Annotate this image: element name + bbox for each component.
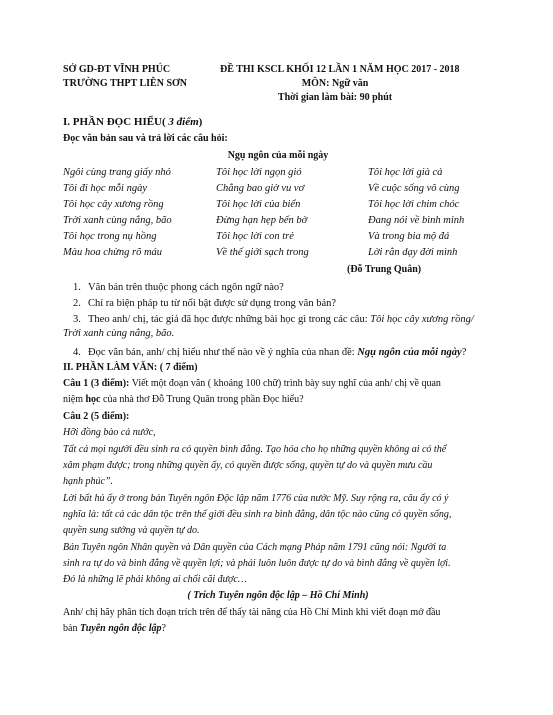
excerpt-line: sinh ra tự do và bình đẳng về quyền lợi; và phải luôn luôn được tự do và bình đẳng về quyền lợi. xyxy=(63,558,451,569)
excerpt-line: Đó là những lẽ phải không ai chối cãi được… xyxy=(63,574,247,585)
part1-instruction: Đọc văn bản sau và trả lời các câu hỏi: xyxy=(63,133,228,144)
part2-title: II. PHẦN LÀM VĂN: ( 7 điểm) xyxy=(63,362,198,373)
poem-title: Ngụ ngôn của mỗi ngày xyxy=(227,150,329,161)
task-line2: bản Tuyên ngôn độc lập? xyxy=(63,623,166,634)
header-subject: MÔN: Ngữ văn xyxy=(301,78,369,89)
question-3-continuation: Trời xanh cùng nắng, bão. xyxy=(63,328,175,339)
excerpt-line: nghĩa là: tất cả các dân tộc trên thế giới đều sinh ra bình đẳng, dân tộc nào cũng có quyền sống, xyxy=(63,509,452,520)
poem-author: (Đỗ Trung Quân) xyxy=(347,264,422,275)
task-line1: Anh/ chị hãy phân tích đoạn trích trên để thấy tài năng của Hồ Chí Minh khi viết đoạn mở đầu xyxy=(63,607,441,618)
question-1-line1: Câu 1 (3 điểm): Viết một đoạn văn ( khoảng 100 chữ) trình bày suy nghĩ của anh/ chị về quan xyxy=(63,378,441,389)
excerpt-line: quyền sung sướng và quyền tự do. xyxy=(63,525,200,536)
excerpt-line: hạnh phúc”. xyxy=(63,476,113,487)
excerpt-source: ( Trích Tuyên ngôn độc lập – Hồ Chí Minh) xyxy=(187,590,369,601)
excerpt-line: xâm phạm được; trong những quyền ấy, có quyền được sống, quyền tự do và quyền mưu cầu xyxy=(63,460,433,471)
part1-title: I. PHẦN ĐỌC HIỂU( 3 điểm) xyxy=(63,116,203,128)
question-2-label: Câu 2 (5 điểm): xyxy=(63,411,130,422)
excerpt-line: Bản Tuyên ngôn Nhân quyền và Dân quyền của Cách mạng Pháp năm 1791 cũng nói: Người ta xyxy=(63,542,447,553)
header-department: SỞ GD-ĐT VĨNH PHÚC xyxy=(63,64,171,75)
excerpt-line: Tất cả mọi người đều sinh ra có quyền bình đẳng. Tạo hóa cho họ những quyền không ai có thể xyxy=(63,444,447,455)
exam-page: SỞ GD-ĐT VĨNH PHÚC TRƯỜNG THPT LIÊN SƠN ĐỀ THI KSCL KHỐI 12 LẦN 1 NĂM HỌC 2017 - 2018 MÔN: Ngữ văn Thời gian làm bài: 90 phút I. PHẦN ĐỌC HIỂU( 3 điểm) Đọc văn bản sau và trả lời các câu hỏi: Ngụ ngôn của mỗi ngày Ngôi cùng trang giấy nhỏ Tôi học lời ngọn gió Tôi học lời già cả Tôi đi học mỗi ngày Chẳng bao giờ vu vơ Về cuộc sống vô cùng Tôi học cây xương rồng Tôi học lời của biển Tôi học lời chim chóc Trời xanh cùng nắng, bão Đừng hạn hẹp bến bờ Đang nói về bình minh Tôi học trong nụ hồng Tôi học lời con trẻ Và trong bia mộ đá Màu hoa chừng rõ máu Về thế giới sạch trong Lời rằn dạy đời mình (Đỗ Trung Quân) 1. Văn bản trên thuộc phong cách ngôn ngữ nào? 2. Chỉ ra biện pháp tu từ nổi bật được sử dụng trong văn bản? 3. Theo anh/ chị, tác giả đã học được những bài học gì trong các câu: Tôi học cây xương rồng/ Trời xanh cùng nắng, bão. 4. Đọc văn bản, anh/ chị hiểu như thế nào về ý nghĩa của nhan đề: Ngụ ngôn của mỗi ngày? II. PHẦN LÀM VĂN: ( 7 điểm) Câu 1 (3 điểm): Viết một đoạn văn ( khoảng 100 chữ) trình bày suy nghĩ của anh/ chị về quan niệm học của nhà thơ Đỗ Trung Quân trong phần Đọc hiểu? Câu 2 (5 điểm): Hỡi đồng bào cả nước, Tất cả mọi người đều sinh ra có quyền bình đẳng. Tạo hóa cho họ những quyền không ai có thể xâm phạm được; trong những quyền ấy, có quyền được sống, quyền tự do và quyền mưu cầu hạnh phúc”. Lời bất hủ ấy ở trong bản Tuyên ngôn Độc lập năm 1776 của nước Mỹ. Suy rộng ra, câu ấy có ý nghĩa là: tất cả các dân tộc trên thế giới đều sinh ra bình đẳng, dân tộc nào cũng có quyền sống, quyền sung sướng và quyền tự do. Bản Tuyên ngôn Nhân quyền và Dân quyền của Cách mạng Pháp năm 1791 cũng nói: Người ta sinh ra tự do và bình đẳng về quyền lợi; và phải luôn luôn được tự do và bình đẳng về quyền lợi. Đó là những lẽ phải không ai chối cãi được… ( Trích Tuyên ngôn độc lập – Hồ Chí Minh) Anh/ chị hãy phân tích đoạn trích trên để thấy tài năng của Hồ Chí Minh khi viết đoạn mở đầu bản Tuyên ngôn độc lập? xyxy=(0,0,553,715)
header-school: TRƯỜNG THPT LIÊN SƠN xyxy=(63,78,188,89)
header-exam-title: ĐỀ THI KSCL KHỐI 12 LẦN 1 NĂM HỌC 2017 - 2018 xyxy=(220,64,460,75)
excerpt-line: Hỡi đồng bào cả nước, xyxy=(63,427,156,438)
header-time: Thời gian làm bài: 90 phút xyxy=(277,92,393,103)
excerpt-line: Lời bất hủ ấy ở trong bản Tuyên ngôn Độc lập năm 1776 của nước Mỹ. Suy rộng ra, câu ấy có ý xyxy=(63,493,449,504)
question-1-line2: niệm học của nhà thơ Đỗ Trung Quân trong phần Đọc hiểu? xyxy=(63,394,304,405)
